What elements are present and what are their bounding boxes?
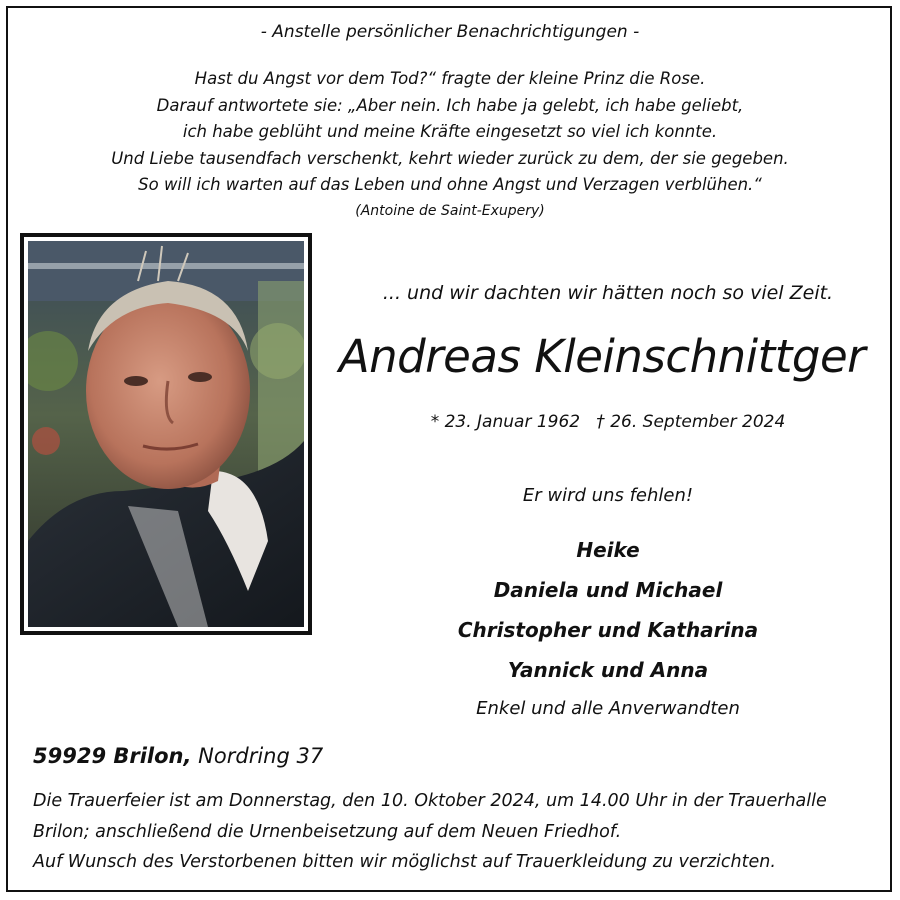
ceremony-info: Die Trauerfeier ist am Donnerstag, den 10. Oktober 2024, um 14.00 Uhr in der Trauerhalle Brilon; anschließend die Urnenbeisetzung auf dem Neuen Friedhof. bbox=[33, 791, 827, 842]
mourner-name: Daniela und Michael bbox=[493, 578, 723, 602]
mourner-name: Heike bbox=[576, 538, 640, 562]
quote-line: Und Liebe tausendfach verschenkt, kehrt wieder zurück zu dem, der sie gegeben. bbox=[111, 148, 789, 168]
mourners-list bbox=[320, 535, 896, 695]
quote-author: (Antoine de Saint-Exupery) bbox=[355, 203, 545, 219]
address-city: 59929 Brilon, bbox=[33, 744, 192, 768]
tagline: ... und wir dachten wir hätten noch so viel Zeit. bbox=[382, 282, 834, 304]
quote-line: So will ich warten auf das Leben und ohne Angst und Verzagen verblühen.“ bbox=[138, 175, 762, 194]
wish-note: Auf Wunsch des Verstorbenen bitten wir möglichst auf Trauerkleidung zu verzichten. bbox=[33, 852, 776, 872]
deceased-name: Andreas Kleinschnittger bbox=[338, 330, 866, 383]
mourner-name: Yannick und Anna bbox=[507, 658, 709, 682]
life-dates: * 23. Januar 1962 † 26. September 2024 bbox=[430, 412, 786, 432]
portrait-photo bbox=[20, 233, 312, 635]
quote-line: ich habe geblüht und meine Kräfte eingesetzt so viel ich konnte. bbox=[182, 122, 718, 141]
quote bbox=[0, 66, 900, 199]
mourner-name: Christopher und Katharina bbox=[457, 618, 759, 642]
quote-line: Hast du Angst vor dem Tod?“ fragte der kleine Prinz die Rose. bbox=[194, 69, 706, 88]
address-street: Nordring 37 bbox=[198, 744, 324, 768]
header-note: - Anstelle persönlicher Benachrichtigungen - bbox=[260, 22, 640, 42]
address bbox=[33, 744, 323, 768]
quote-line: Darauf antwortete sie: „Aber nein. Ich habe ja gelebt, ich habe geliebt, bbox=[156, 95, 744, 115]
relatives-line: Enkel und alle Anverwandten bbox=[476, 698, 740, 719]
farewell-line: Er wird uns fehlen! bbox=[522, 485, 694, 506]
